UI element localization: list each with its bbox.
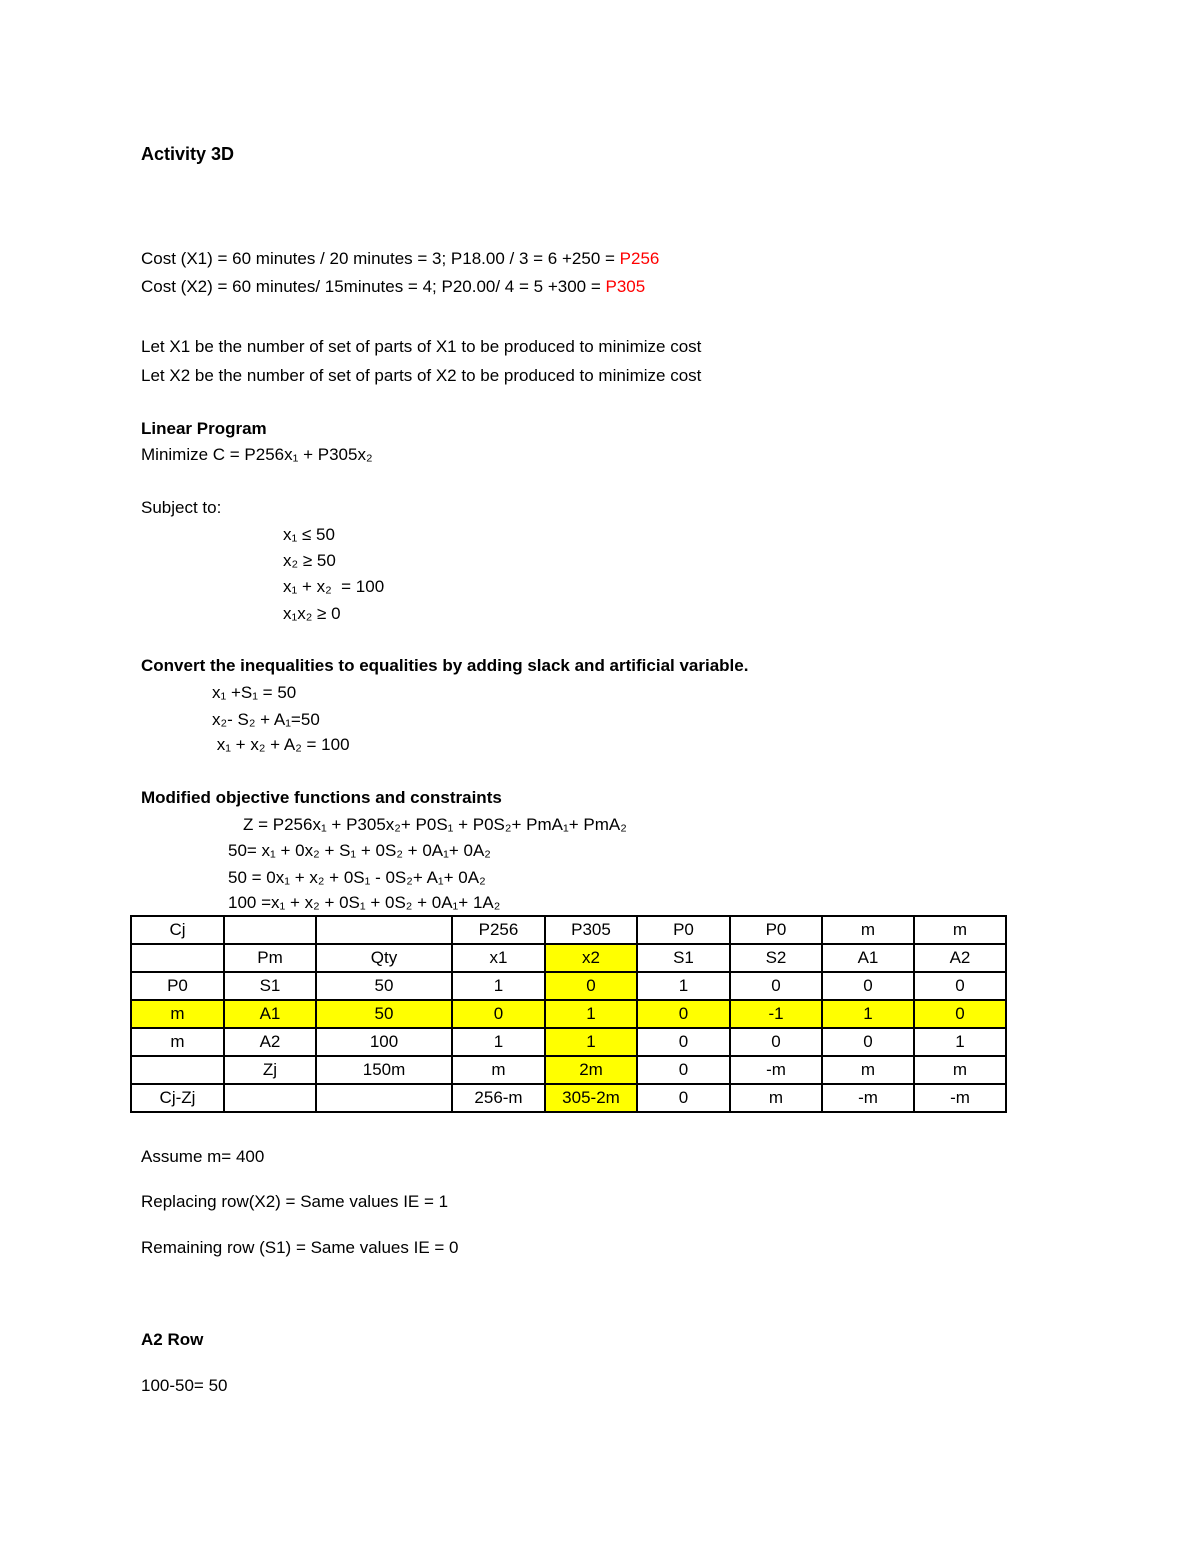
page-title: Activity 3D: [141, 144, 235, 164]
objective-function: Minimize C = P256x₁ + P305x₂: [141, 445, 373, 464]
table-cell-pivot-column: 1: [545, 1028, 637, 1056]
cost-x2-text: Cost (X2) = 60 minutes/ 15minutes = 4; P20.00/ 4 = 5 +300 =: [141, 277, 606, 296]
table-cell: m: [730, 1084, 822, 1112]
modified-line-1: Z = P256x₁ + P305x₂+ P0S₁ + P0S₂+ PmA₁+ PmA₂: [243, 815, 627, 834]
table-cell: 0: [914, 972, 1006, 1000]
modified-line-3: 50 = 0x₁ + x₂ + 0S₁ - 0S₂+ A₁+ 0A₂: [228, 868, 486, 887]
table-cell: Cj-Zj: [131, 1084, 224, 1112]
table-cell: m: [914, 1056, 1006, 1084]
table-cell: P256: [452, 916, 545, 944]
table-cell: 0: [637, 1000, 730, 1028]
table-cell: Qty: [316, 944, 452, 972]
table-cell: A2: [914, 944, 1006, 972]
equation-2: x₂- S₂ + A₁=50: [212, 710, 320, 729]
simplex-tableau: [130, 915, 1007, 1113]
constraint-1: x₁ ≤ 50: [283, 525, 335, 544]
table-cell: 1: [452, 972, 545, 1000]
tableau-row-s1: [131, 972, 1006, 1000]
table-cell: m: [822, 1056, 914, 1084]
table-cell: -m: [730, 1056, 822, 1084]
table-cell: [316, 916, 452, 944]
cost-x2-result: P305: [605, 277, 646, 296]
table-cell-pivot-column: x2: [545, 944, 637, 972]
table-cell: 0: [637, 1028, 730, 1056]
linear-program-heading: Linear Program: [141, 419, 267, 438]
table-cell: P305: [545, 916, 637, 944]
table-cell: 0: [452, 1000, 545, 1028]
table-cell: x1: [452, 944, 545, 972]
modified-line-2: 50= x₁ + 0x₂ + S₁ + 0S₂ + 0A₁+ 0A₂: [228, 841, 491, 860]
table-cell: [316, 1084, 452, 1112]
table-cell: 150m: [316, 1056, 452, 1084]
table-cell-pivot-column: 2m: [545, 1056, 637, 1084]
table-cell: m: [822, 916, 914, 944]
table-cell: m: [131, 1028, 224, 1056]
table-cell: S1: [637, 944, 730, 972]
table-cell: m: [914, 916, 1006, 944]
note-remaining-row: Remaining row (S1) = Same values IE = 0: [141, 1238, 459, 1257]
table-cell: P0: [131, 972, 224, 1000]
a2-row-line: 100-50= 50: [141, 1376, 228, 1395]
table-cell: m: [452, 1056, 545, 1084]
modified-heading: Modified objective functions and constraints: [141, 788, 502, 807]
table-cell: -m: [914, 1084, 1006, 1112]
convert-heading: Convert the inequalities to equalities by adding slack and artificial variable.: [141, 656, 749, 675]
tableau-row-cj: [131, 916, 1006, 944]
table-cell: A1: [224, 1000, 316, 1028]
table-cell: S1: [224, 972, 316, 1000]
modified-line-4: 100 =x₁ + x₂ + 0S₁ + 0S₂ + 0A₁+ 1A₂: [228, 893, 501, 912]
table-cell: Pm: [224, 944, 316, 972]
constraint-2: x₂ ≥ 50: [283, 551, 336, 570]
cost-x1-text: Cost (X1) = 60 minutes / 20 minutes = 3; P18.00 / 3 = 6 +250 =: [141, 249, 620, 268]
tableau-row-a1-pivot: [131, 1000, 1006, 1028]
table-cell: [131, 1056, 224, 1084]
table-cell: 0: [822, 972, 914, 1000]
table-cell: 0: [637, 1084, 730, 1112]
table-cell: 1: [637, 972, 730, 1000]
table-cell: S2: [730, 944, 822, 972]
table-cell: P0: [637, 916, 730, 944]
note-assume-m: Assume m= 400: [141, 1147, 265, 1166]
table-cell: P0: [730, 916, 822, 944]
table-cell: 0: [822, 1028, 914, 1056]
constraint-3: x₁ + x₂ = 100: [283, 577, 385, 596]
table-cell: 50: [316, 972, 452, 1000]
table-cell: m: [131, 1000, 224, 1028]
table-cell: 0: [637, 1056, 730, 1084]
cost-x1-line: [141, 248, 659, 270]
table-cell: 256-m: [452, 1084, 545, 1112]
table-cell: 0: [730, 972, 822, 1000]
table-cell: 1: [822, 1000, 914, 1028]
table-cell-pivot-column: 305-2m: [545, 1084, 637, 1112]
table-cell: 1: [452, 1028, 545, 1056]
table-cell: Zj: [224, 1056, 316, 1084]
table-cell: A2: [224, 1028, 316, 1056]
table-cell-pivot-column: 0: [545, 972, 637, 1000]
tableau-row-a2: [131, 1028, 1006, 1056]
table-cell: Cj: [131, 916, 224, 944]
cost-x2-line: [141, 276, 645, 298]
constraint-4: x₁x₂ ≥ 0: [283, 604, 341, 623]
definition-x1: Let X1 be the number of set of parts of X1 to be produced to minimize cost: [141, 337, 702, 356]
tableau-row-zj: [131, 1056, 1006, 1084]
tableau-row-cj-zj: [131, 1084, 1006, 1112]
table-cell: 0: [914, 1000, 1006, 1028]
equation-1: x₁ +S₁ = 50: [212, 683, 297, 702]
cost-x1-result: P256: [619, 249, 660, 268]
table-cell: [224, 916, 316, 944]
table-cell: A1: [822, 944, 914, 972]
note-replacing-row: Replacing row(X2) = Same values IE = 1: [141, 1192, 449, 1211]
tableau-row-header: [131, 944, 1006, 972]
equation-3: x₁ + x₂ + A₂ = 100: [212, 735, 350, 754]
table-cell: [224, 1084, 316, 1112]
definition-x2: Let X2 be the number of set of parts of X2 to be produced to minimize cost: [141, 366, 702, 385]
table-cell: 100: [316, 1028, 452, 1056]
table-cell: 50: [316, 1000, 452, 1028]
table-cell: [131, 944, 224, 972]
table-cell: -m: [822, 1084, 914, 1112]
table-cell: 1: [914, 1028, 1006, 1056]
table-cell: -1: [730, 1000, 822, 1028]
subject-to-label: Subject to:: [141, 498, 222, 517]
a2-row-heading: A2 Row: [141, 1330, 204, 1349]
table-cell: 0: [730, 1028, 822, 1056]
table-cell-pivot-element: 1: [545, 1000, 637, 1028]
